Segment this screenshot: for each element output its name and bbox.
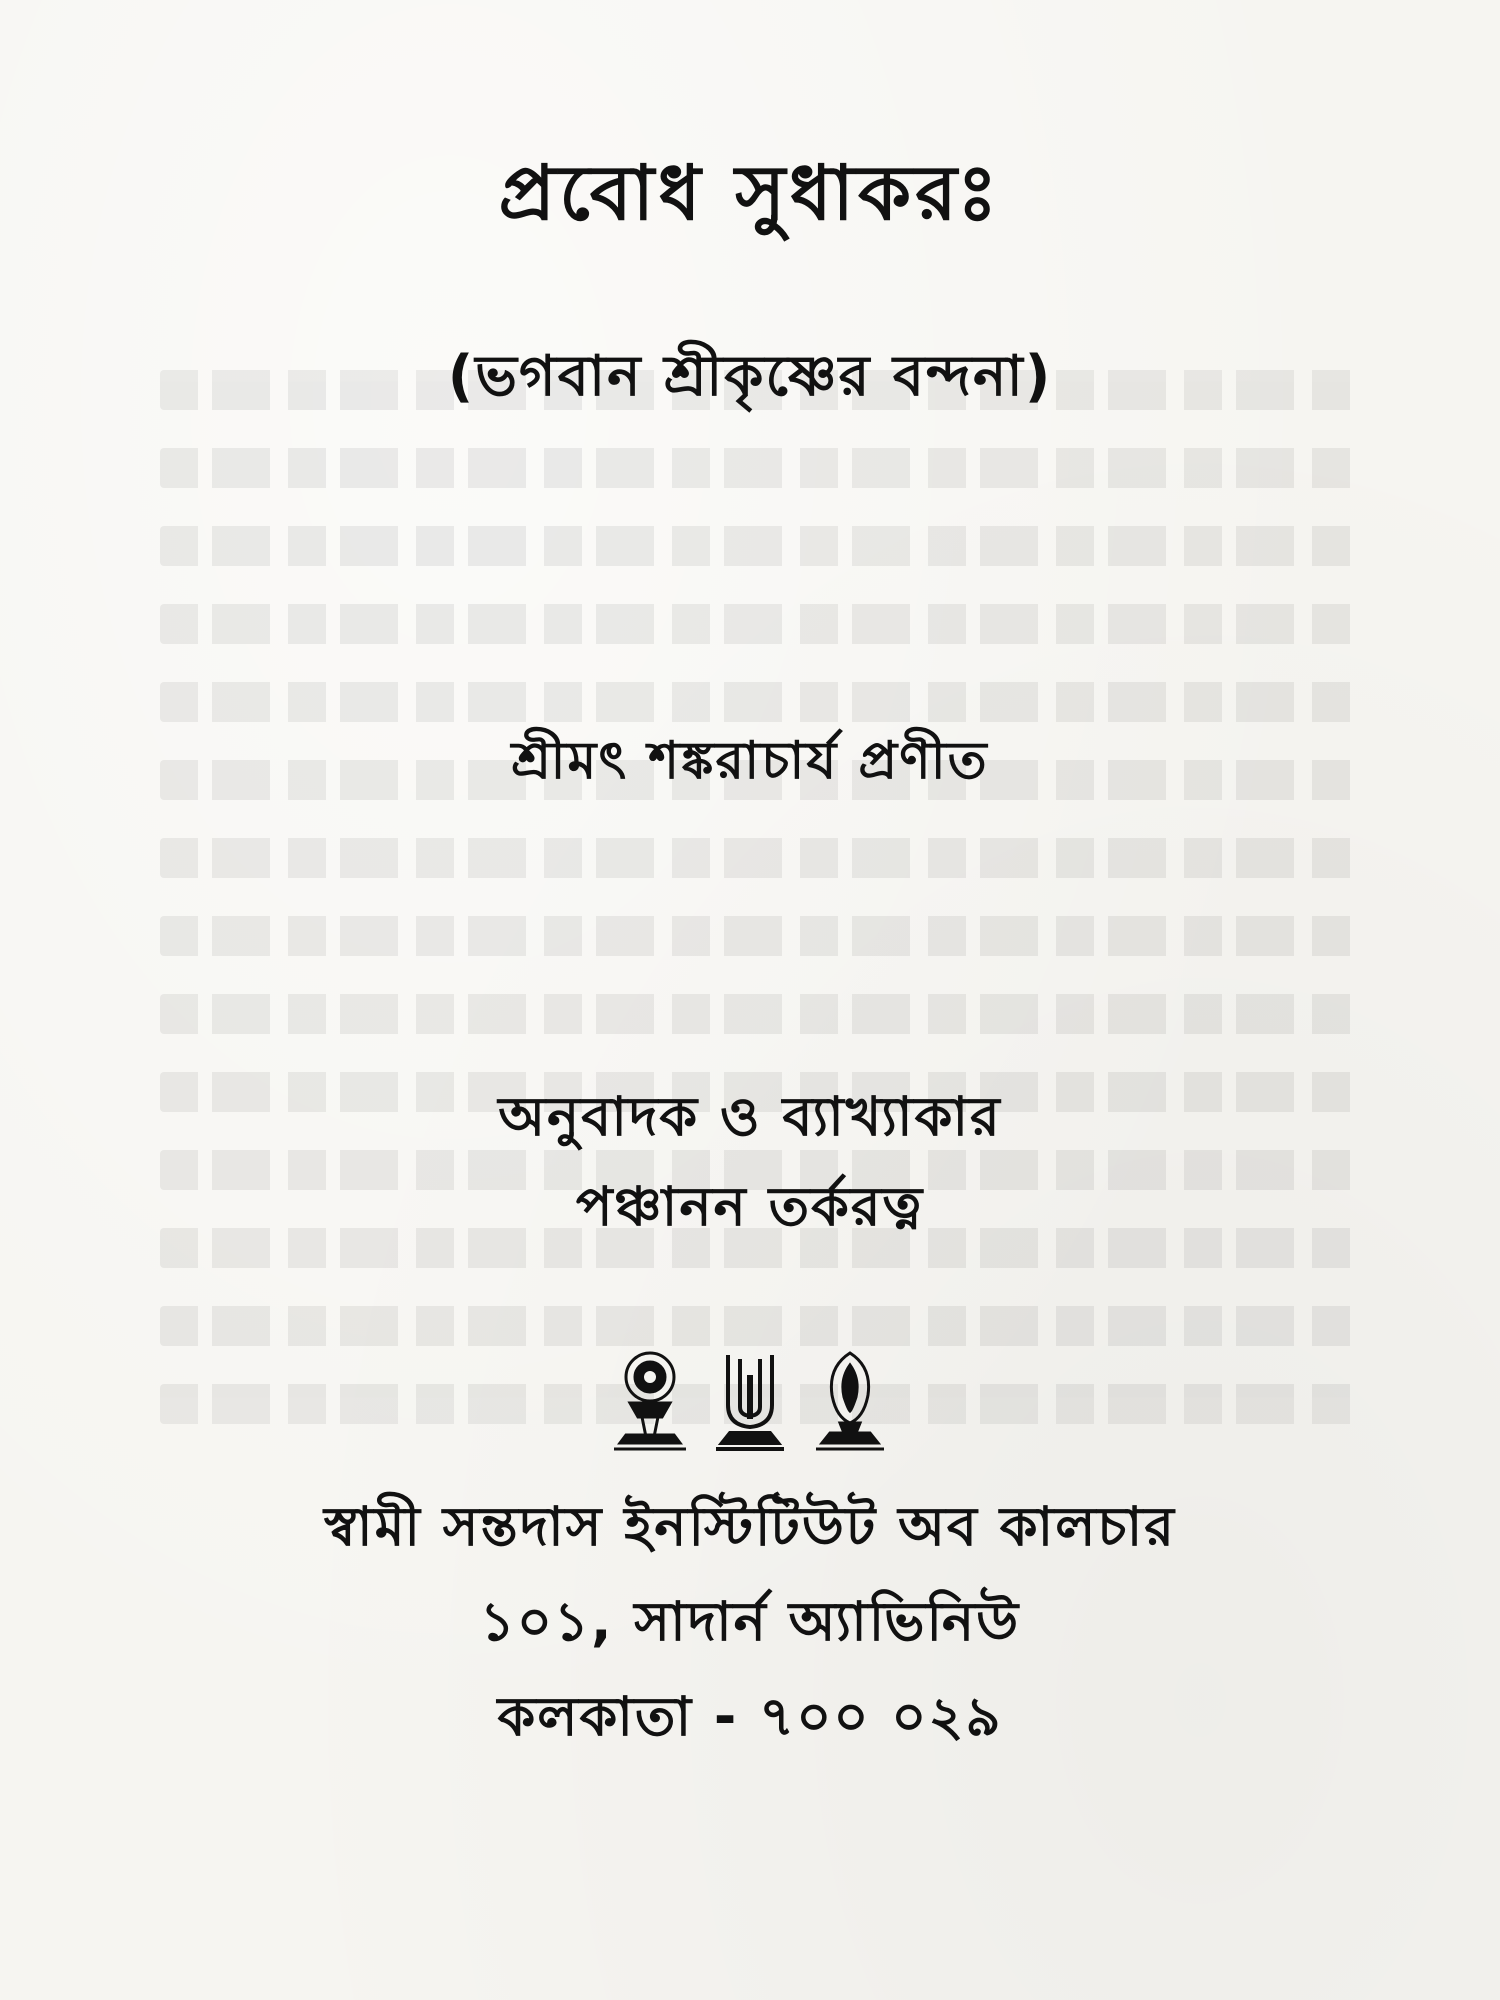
tilak-emblem-icon [716, 1355, 784, 1449]
publisher-city: কলকাতা - ৭০০ ০২৯ [497, 1685, 1003, 1748]
publisher-name: স্বামী সন্তদাস ইনস্টিটিউট অব কালচার [324, 1495, 1176, 1558]
translator-name: পঞ্চানন তর্করত্ন [575, 1175, 925, 1238]
author-line: শ্রীমৎ শঙ্করাচার্য প্রণীত [511, 731, 989, 791]
publisher-address: ১০১, সাদার্ন অ্যাভিনিউ [479, 1590, 1021, 1653]
translator-role: অনুবাদক ও ব্যাখ্যাকার [498, 1085, 1002, 1148]
book-title: প্রবোধ সুধাকরঃ [498, 148, 1002, 237]
conch-emblem-icon [816, 1353, 884, 1449]
publisher-emblem [600, 1345, 900, 1455]
bleed-through-texture [160, 370, 1360, 1470]
chakra-emblem-icon [614, 1353, 686, 1449]
book-subtitle: (ভগবান শ্রীকৃষ্ণের বন্দনা) [447, 344, 1053, 409]
